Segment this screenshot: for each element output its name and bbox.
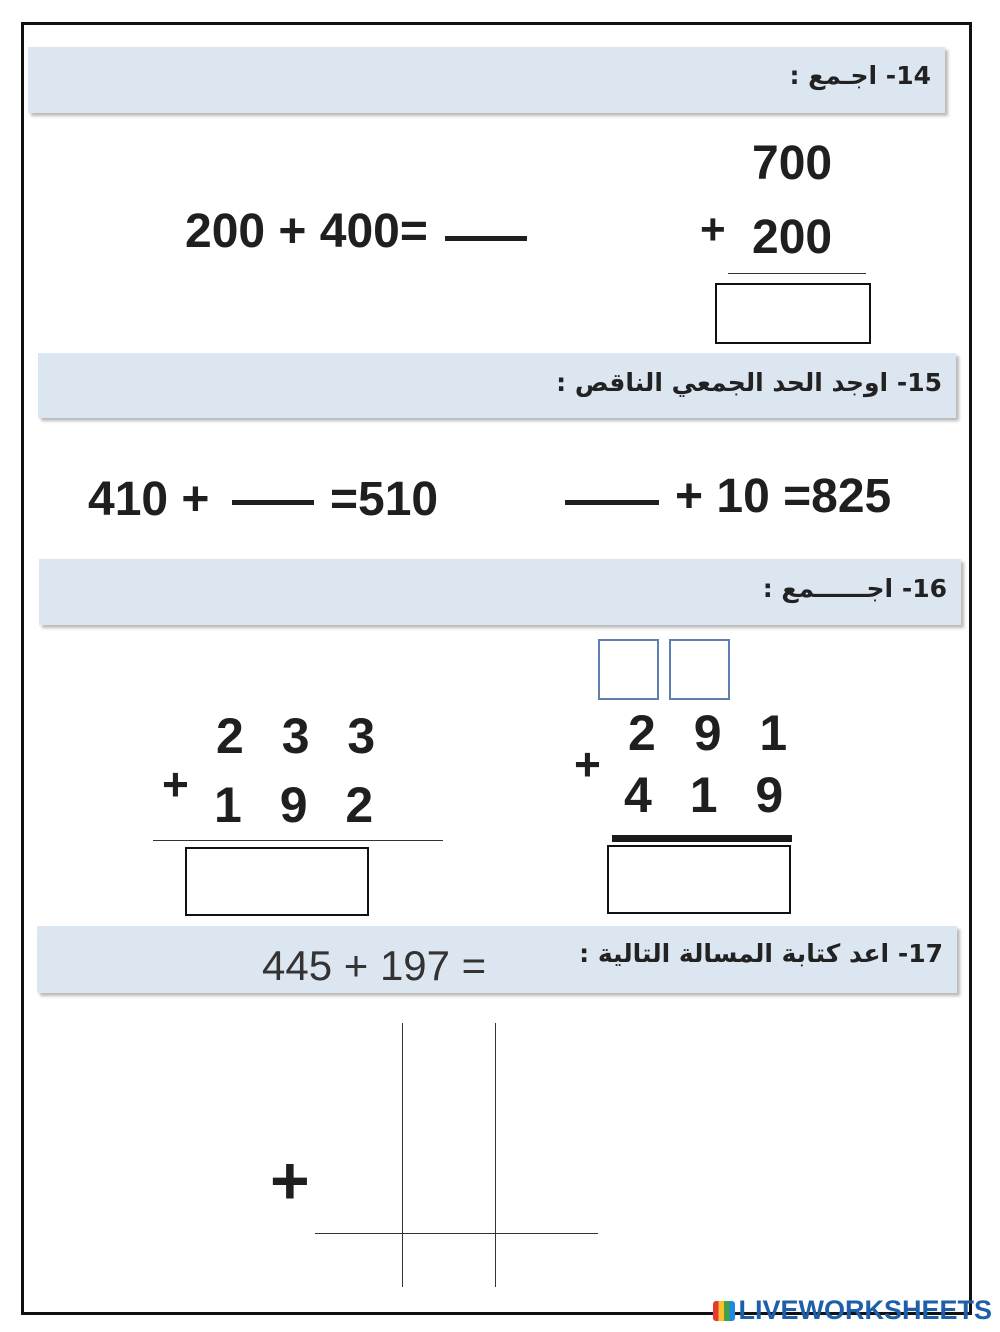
q14-horizontal-blank[interactable] <box>445 236 527 241</box>
q14-bottom-number: 200 <box>752 211 833 264</box>
q15-left-blank[interactable] <box>232 500 314 505</box>
q14-plus-sign: + <box>700 205 726 254</box>
q16-right-plus-sign: + <box>574 738 601 790</box>
q16-left-answer-box[interactable] <box>185 847 369 916</box>
q16-carry-box-hundreds[interactable] <box>598 639 659 700</box>
q15-title: 15- اوجد الحد الجمعي الناقص : <box>556 368 942 397</box>
liveworksheets-logo-icon <box>713 1301 735 1321</box>
q15-left-sum: =510 <box>330 473 439 526</box>
q16-banner <box>39 559 961 625</box>
q17-grid-vertical-right <box>495 1023 496 1287</box>
q16-carry-box-tens[interactable] <box>669 639 730 700</box>
q14-top-number: 700 <box>752 137 833 190</box>
q16-right-bottom-number: 4 1 9 <box>624 767 796 823</box>
q15-right-blank[interactable] <box>565 500 659 505</box>
q15-banner <box>38 353 956 418</box>
q17-grid-vertical-left <box>402 1023 403 1287</box>
liveworksheets-logo <box>713 1295 992 1326</box>
q16-left-top-number: 2 3 3 <box>216 708 388 764</box>
logo-text: LIVEWORKSHEETS <box>738 1295 992 1325</box>
q16-left-bottom-number: 1 9 2 <box>214 777 386 833</box>
q16-title: 16- اجــــــمع : <box>762 574 947 603</box>
q15-left-addend: 410 + <box>88 473 210 526</box>
q17-banner <box>37 926 957 993</box>
q17-grid-horizontal <box>315 1233 598 1234</box>
q14-answer-box[interactable] <box>715 283 871 344</box>
q14-sum-line <box>728 273 866 274</box>
q17-expression: 445 + 197 = <box>262 942 487 989</box>
q17-title: 17- اعد كتابة المسالة التالية : <box>579 939 943 968</box>
q17-plus-sign: + <box>270 1143 310 1219</box>
q16-right-answer-box[interactable] <box>607 845 791 914</box>
q14-horizontal: 200 + 400= <box>185 205 428 258</box>
q14-title: 14- اجـمع : <box>789 61 931 90</box>
q14-banner <box>28 47 945 113</box>
q16-right-top-number: 2 9 1 <box>628 705 800 761</box>
q15-right-expression: + 10 =825 <box>675 470 892 523</box>
q16-left-sum-line <box>153 840 443 841</box>
q16-right-sum-line <box>612 835 792 842</box>
q16-left-plus-sign: + <box>162 758 189 810</box>
